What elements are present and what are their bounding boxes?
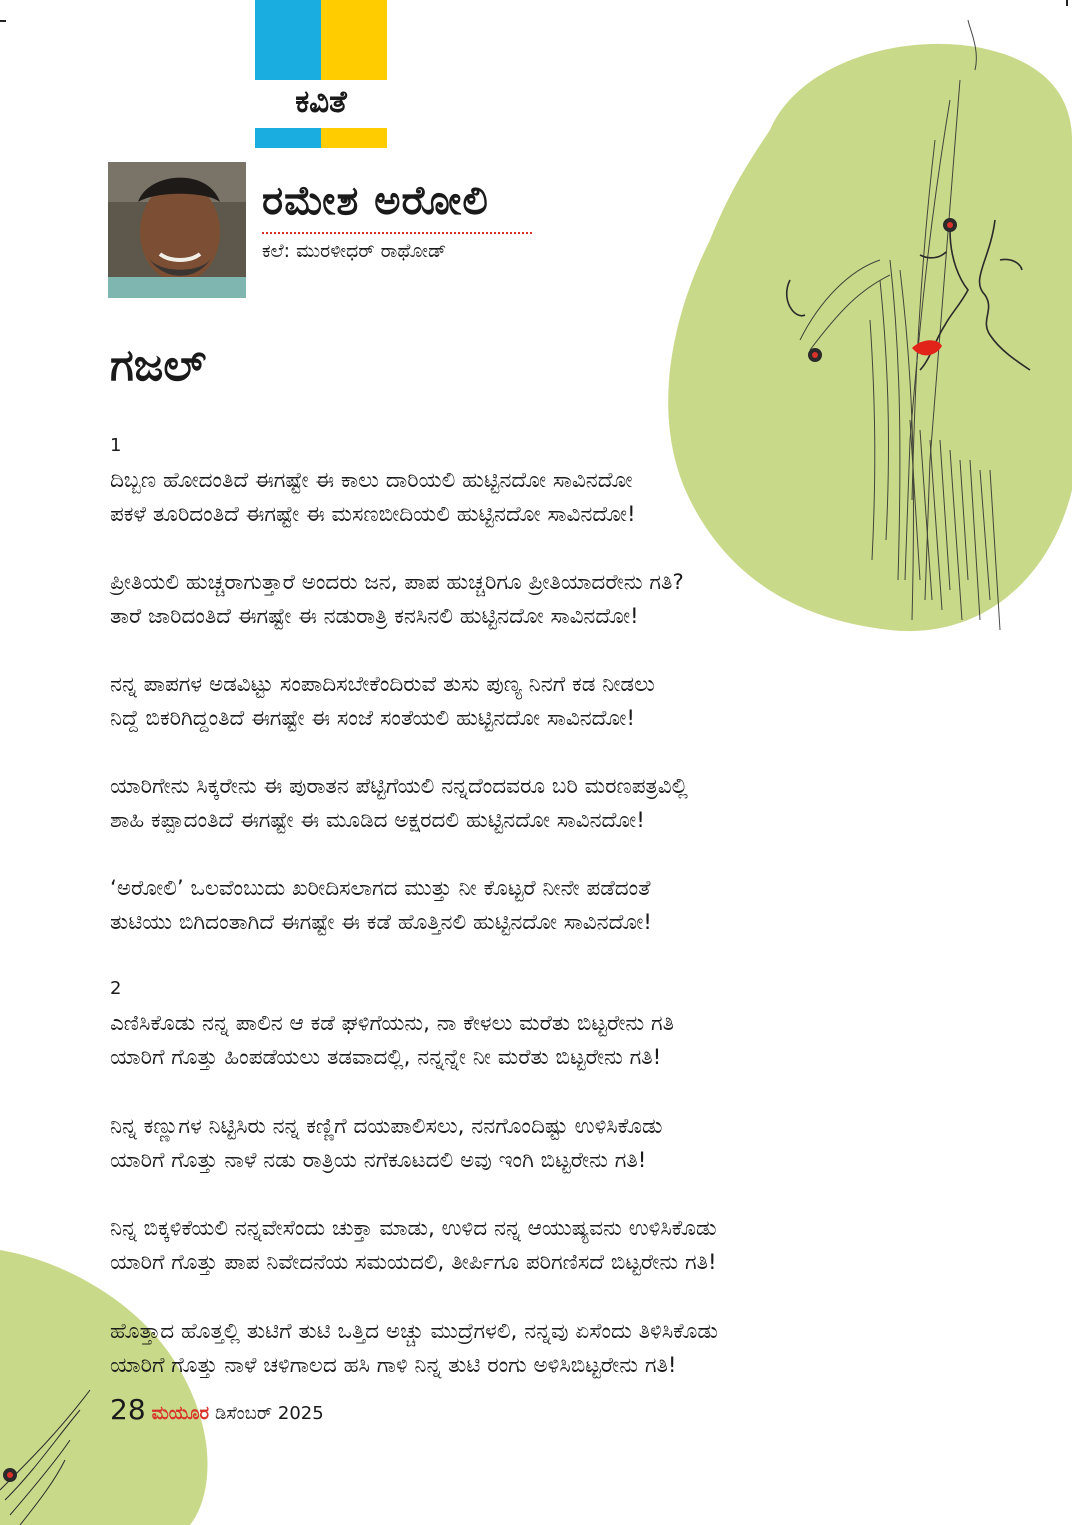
poem-line: ಹೊತ್ತಾದ ಹೊತ್ತಲ್ಲಿ ತುಟಿಗೆ ತುಟಿ ಒತ್ತಿದ ಅಚ್ಚು ಮುದ್ರೆಗಳಲಿ, ನನ್ನವು ಏಸೆಂದು ತಿಳಿಸಿಕೊಡು	[110, 1319, 718, 1344]
poem-stanza	[110, 668, 930, 736]
poem-stanza	[110, 872, 930, 940]
poem-line: ತಾರೆ ಜಾರಿದಂತಿದೆ ಈಗಷ್ಟೇ ಈ ನಡುರಾತ್ರಿ ಕನಸಿನಲಿ ಹುಟ್ಟಿನದೋ ಸಾವಿನದೋ!	[110, 604, 639, 629]
poem-line: ನನ್ನ ಪಾಪಗಳ ಅಡವಿಟ್ಟು ಸಂಪಾದಿಸಬೇಕೆಂದಿರುವೆ ತುಸು ಪುಣ್ಯ ನಿನಗೆ ಕಡ ನೀಡಲು	[110, 672, 655, 697]
tag-blue-strip	[255, 128, 321, 148]
crop-mark	[0, 20, 6, 22]
part-number: 2	[110, 978, 122, 999]
poem-stanza	[110, 464, 930, 532]
poem-line: ಪ್ರೀತಿಯಲಿ ಹುಚ್ಚರಾಗುತ್ತಾರೆ ಅಂದರು ಜನ, ಪಾಪ ಹುಚ್ಚರಿಗೂ ಪ್ರೀತಿಯಾದರೇನು ಗತಿ?	[110, 570, 684, 595]
page-footer	[110, 1393, 324, 1426]
art-credit: ಕಲೆ: ಮುರಳೀಧರ್ ರಾಥೋಡ್	[262, 240, 447, 262]
section-tag	[255, 0, 387, 150]
poem-line: ತುಟಿಯು ಬಿಗಿದಂತಾಗಿದೆ ಈಗಷ್ಟೇ ಈ ಕಡೆ ಹೊತ್ತಿನಲಿ ಹುಟ್ಟಿನದೋ ಸಾವಿನದೋ!	[110, 910, 652, 935]
tag-color-block-top	[255, 0, 387, 80]
poem-stanza	[110, 1007, 930, 1075]
couple-illustration	[650, 20, 1072, 660]
poem-line: ನಿನ್ನ ಬಿಕ್ಕಳಿಕೆಯಲಿ ನನ್ನವೇಸೆಂದು ಚುಕ್ತಾ ಮಾಡು, ಉಳಿದ ನನ್ನ ಆಯುಷ್ಯವನು ಉಳಿಸಿಕೊಡು	[110, 1216, 717, 1241]
poem-stanza	[110, 1212, 930, 1280]
tag-yellow-strip	[321, 128, 387, 148]
crop-mark	[1066, 0, 1068, 6]
tag-blue-block	[255, 0, 321, 80]
poem-line: ‘ಅರೋಲಿ’ ಒಲವೆಂಬುದು ಖರೀದಿಸಲಾಗದ ಮುತ್ತು ನೀ ಕೊಟ್ಟರೆ ನೀನೇ ಪಡೆದಂತೆ	[110, 876, 651, 901]
tag-yellow-block	[321, 0, 387, 80]
poem-line: ನಿನ್ನ ಕಣ್ಣುಗಳ ನಿಟ್ಟಿಸಿರು ನನ್ನ ಕಣ್ಣಿಗೆ ದಯಪಾಲಿಸಲು, ನನಗೊಂದಿಷ್ಟು ಉಳಿಸಿಕೊಡು	[110, 1114, 663, 1139]
poem-line: ಯಾರಿಗೇನು ಸಿಕ್ಕರೇನು ಈ ಪುರಾತನ ಪೆಟ್ಟಿಗೆಯಲಿ ನನ್ನದೆಂದವರೂ ಬರಿ ಮರಣಪತ್ರವಿಲ್ಲಿ	[110, 774, 688, 799]
issue-date: ಡಿಸೆಂಬರ್ 2025	[215, 1403, 324, 1424]
tag-color-block-bottom	[255, 128, 387, 148]
section-label: ಕವಿತೆ	[295, 84, 347, 120]
page-number: 28	[110, 1393, 146, 1426]
poem-title: ಗಜಲ್	[110, 340, 207, 391]
poem-line: ಯಾರಿಗೆ ಗೊತ್ತು ನಾಳೆ ಚಳಿಗಾಲದ ಹಸಿ ಗಾಳಿ ನಿನ್ನ ತುಟಿ ರಂಗು ಅಳಿಸಿಬಿಟ್ಟರೇನು ಗತಿ!	[110, 1353, 677, 1378]
poem-line: ಯಾರಿಗೆ ಗೊತ್ತು ನಾಳೆ ನಡು ರಾತ್ರಿಯ ನಗೆಕೂಟದಲಿ ಅವು ಇಂಗಿ ಬಿಟ್ಟರೇನು ಗತಿ!	[110, 1148, 647, 1173]
poem-stanza	[110, 1110, 930, 1178]
author-divider	[262, 232, 532, 234]
part-number: 1	[110, 435, 122, 456]
poem-stanza	[110, 770, 930, 838]
poem-stanza	[110, 1315, 930, 1383]
author-name: ರಮೇಶ ಅರೋಲಿ	[262, 178, 489, 224]
poem-line: ಯಾರಿಗೆ ಗೊತ್ತು ಪಾಪ ನಿವೇದನೆಯ ಸಮಯದಲಿ, ತೀರ್ಪಿಗೂ ಪರಿಗಣಿಸದೆ ಬಿಟ್ಟರೇನು ಗತಿ!	[110, 1250, 717, 1275]
poem-line: ದಿಬ್ಬಣ ಹೋದಂತಿದೆ ಈಗಷ್ಟೇ ಈ ಕಾಲು ದಾರಿಯಲಿ ಹುಟ್ಟಿನದೋ ಸಾವಿನದೋ	[110, 468, 633, 493]
magazine-name: ಮಯೂರ	[151, 1403, 210, 1424]
poem-line: ಯಾರಿಗೆ ಗೊತ್ತು ಹಿಂಪಡೆಯಲು ತಡವಾದಲ್ಲಿ, ನನ್ನನ್ನೇ ನೀ ಮರೆತು ಬಿಟ್ಟರೇನು ಗತಿ!	[110, 1045, 662, 1070]
poem-stanza	[110, 566, 930, 634]
author-photo	[108, 162, 246, 298]
poem-line: ಶಾಹಿ ಕಪ್ಪಾದಂತಿದೆ ಈಗಷ್ಟೇ ಈ ಮೂಡಿದ ಅಕ್ಷರದಲಿ ಹುಟ್ಟಿನದೋ ಸಾವಿನದೋ!	[110, 808, 645, 833]
poem-line: ನಿದ್ದೆ ಬಿಕರಿಗಿದ್ದಂತಿದೆ ಈಗಷ್ಟೇ ಈ ಸಂಜೆ ಸಂತೆಯಲಿ ಹುಟ್ಟಿನದೋ ಸಾವಿನದೋ!	[110, 706, 635, 731]
poem-line: ಪಕಳೆ ತೂರಿದಂತಿದೆ ಈಗಷ್ಟೇ ಈ ಮಸಣಬೀದಿಯಲಿ ಹುಟ್ಟಿನದೋ ಸಾವಿನದೋ!	[110, 502, 636, 527]
poem-line: ಎಣಿಸಿಕೊಡು ನನ್ನ ಪಾಲಿನ ಆ ಕಡೆ ಘಳಿಗೆಯನು, ನಾ ಕೇಳಲು ಮರೆತು ಬಿಟ್ಟರೇನು ಗತಿ	[110, 1011, 675, 1036]
